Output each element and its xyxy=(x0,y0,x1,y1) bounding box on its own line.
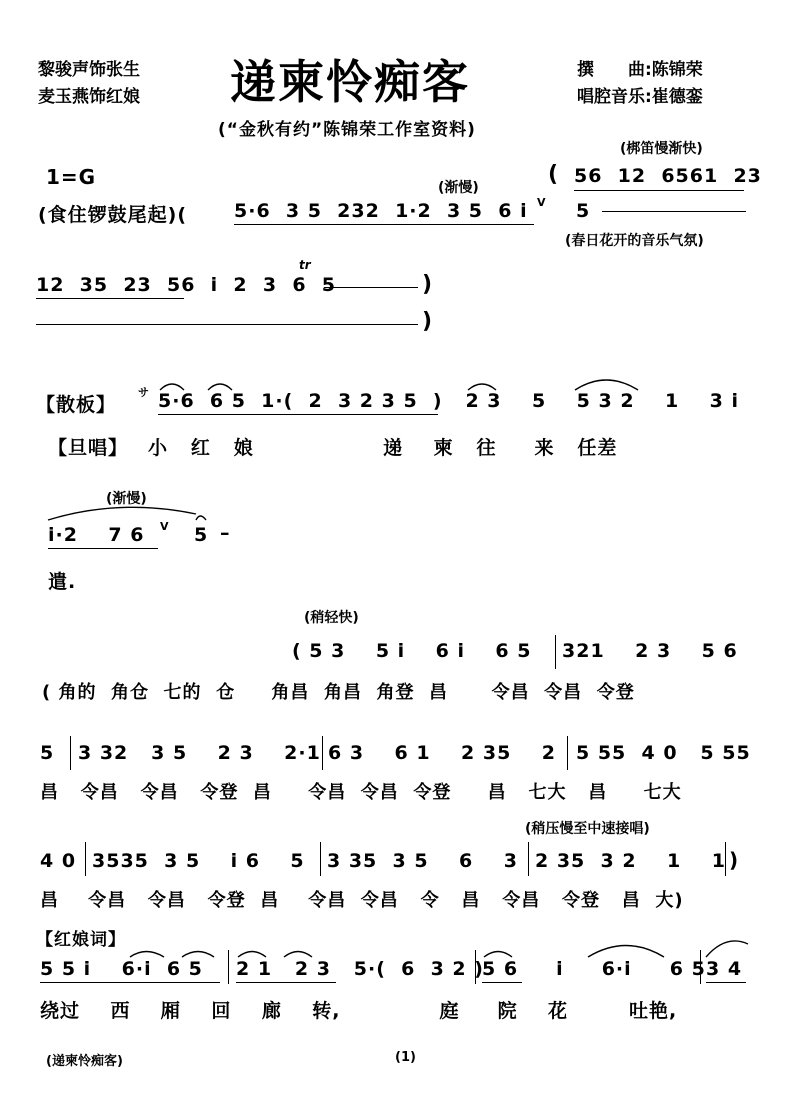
flute-held-note: 5 xyxy=(576,200,591,222)
hn-notes-b: 2 1 2 3 5·( 6 3 2 ) xyxy=(236,958,484,980)
sanban-cont-lyric: 遣. xyxy=(48,571,77,593)
intro-cue-label: (食住锣鼓尾起)( xyxy=(38,204,188,226)
perc-row1-notes: ( 5 3 5 i 6 i 6 5 xyxy=(292,640,532,662)
spring-atmosphere-note: (春日花开的音乐气氛) xyxy=(565,233,704,249)
tempo-mark-flute: (梆笛慢渐快) xyxy=(620,141,703,157)
hn-notes-c: 5 6 i 6·i 6 5 xyxy=(482,958,706,980)
hn-notes-d: 3 4 xyxy=(706,958,743,980)
fermata-note: 5 xyxy=(194,524,209,546)
perc-row3-close: ) xyxy=(729,848,740,872)
subtitle: (“金秋有约”陈锦荣工作室资料) xyxy=(218,120,476,140)
perc-row2-notes-b: 3 32 3 5 2 3 2·1 xyxy=(78,742,321,764)
page-number: (1) xyxy=(395,1050,416,1065)
page-title: 递柬怜痴客 xyxy=(230,55,470,109)
flute-notes: 56 12 6561 23 xyxy=(574,165,762,187)
composer-credit: 撰 曲:陈锦荣 xyxy=(577,60,703,80)
intro-line2-notes: 12 35 23 56 i 2 3 6 5 xyxy=(36,274,336,296)
slur xyxy=(706,941,748,957)
footer-title: (递柬怜痴客) xyxy=(46,1054,123,1069)
slur xyxy=(588,946,664,958)
hold-dash: – xyxy=(220,522,231,544)
sanban-lyrics: 小 红 娘 递 柬 往 来 任差 xyxy=(148,437,618,459)
perc-row3-notes-a: 4 0 xyxy=(40,850,77,872)
slur xyxy=(130,952,164,958)
intro-line1-notes: 5·6 3 5 232 1·2 3 5 6 i xyxy=(234,200,528,222)
fermata xyxy=(196,516,206,520)
tempo-mark-slower-2: (渐慢) xyxy=(106,491,147,507)
perc-row2-syllables: 昌 令昌 令昌 令登 昌 令昌 令昌 令登 昌 七大 昌 七大 xyxy=(40,782,682,803)
sanban-role: 【旦唱】 xyxy=(48,437,129,459)
perc-row1-syllables: ( 角的 角仓 七的 仓 角昌 角昌 角登 昌 令昌 令昌 令登 xyxy=(42,682,635,703)
free-meter-mark: サ xyxy=(138,386,149,399)
slur xyxy=(238,952,266,958)
perc-row3-notes-c: 3 35 3 5 6 3 xyxy=(327,850,518,872)
flute-paren-open: ( xyxy=(548,162,560,187)
breath-mark-2: V xyxy=(160,520,169,533)
slur xyxy=(284,952,312,958)
slur xyxy=(182,952,214,958)
intro-close-paren-2: ) xyxy=(422,309,434,334)
perc-row3-syllables: 昌 令昌 令昌 令登 昌 令昌 令昌 令 昌 令昌 令登 昌 大) xyxy=(40,890,684,911)
hn-notes-a: 5 5 i 6·i 6 5 xyxy=(40,958,203,980)
hongniang-label: 【红娘词】 xyxy=(36,930,126,950)
sanban-label: 【散板】 xyxy=(36,394,117,416)
slur xyxy=(48,507,196,520)
perc-row3-notes-b: 3535 3 5 i 6 5 xyxy=(92,850,305,872)
perc-row2-notes-d: 5 55 4 0 5 55 xyxy=(576,742,751,764)
slur xyxy=(575,380,638,390)
trill-mark: tr xyxy=(299,258,311,272)
tempo-mark-slow-medium: (稍压慢至中速接唱) xyxy=(525,821,650,837)
sanban-notes: 5·6 6 5 1·( 2 3 2 3 5 ) 2 3 5 5 3 2 1 3 i xyxy=(158,390,740,412)
cast-line-2: 麦玉燕饰红娘 xyxy=(38,87,140,107)
slur xyxy=(160,384,184,390)
perc-row2-notes-c: 6 3 6 1 2 35 2 xyxy=(328,742,556,764)
breath-mark: V xyxy=(537,196,546,209)
cast-line-1: 黎骏声饰张生 xyxy=(38,60,140,80)
sanban-cont-notes: i·2 7 6 xyxy=(48,524,145,546)
slur xyxy=(468,384,496,390)
hongniang-lyrics: 绕过 西 厢 回 廊 转, 庭 院 花 吐艳, xyxy=(40,1000,678,1022)
slur xyxy=(484,952,512,958)
vocal-music-credit: 唱腔音乐:崔德銮 xyxy=(577,87,703,107)
tempo-mark-light-fast: (稍轻快) xyxy=(304,610,359,626)
tempo-mark-slower: (渐慢) xyxy=(438,180,479,196)
slur xyxy=(208,384,232,390)
intro-close-paren-1: ) xyxy=(422,272,434,297)
perc-row1-notes-b: 321 2 3 5 6 xyxy=(562,640,738,662)
perc-row2-notes-a: 5 xyxy=(40,742,55,764)
perc-row3-notes-d: 2 35 3 2 1 1 xyxy=(535,850,726,872)
key-signature: 1=G xyxy=(46,165,97,189)
